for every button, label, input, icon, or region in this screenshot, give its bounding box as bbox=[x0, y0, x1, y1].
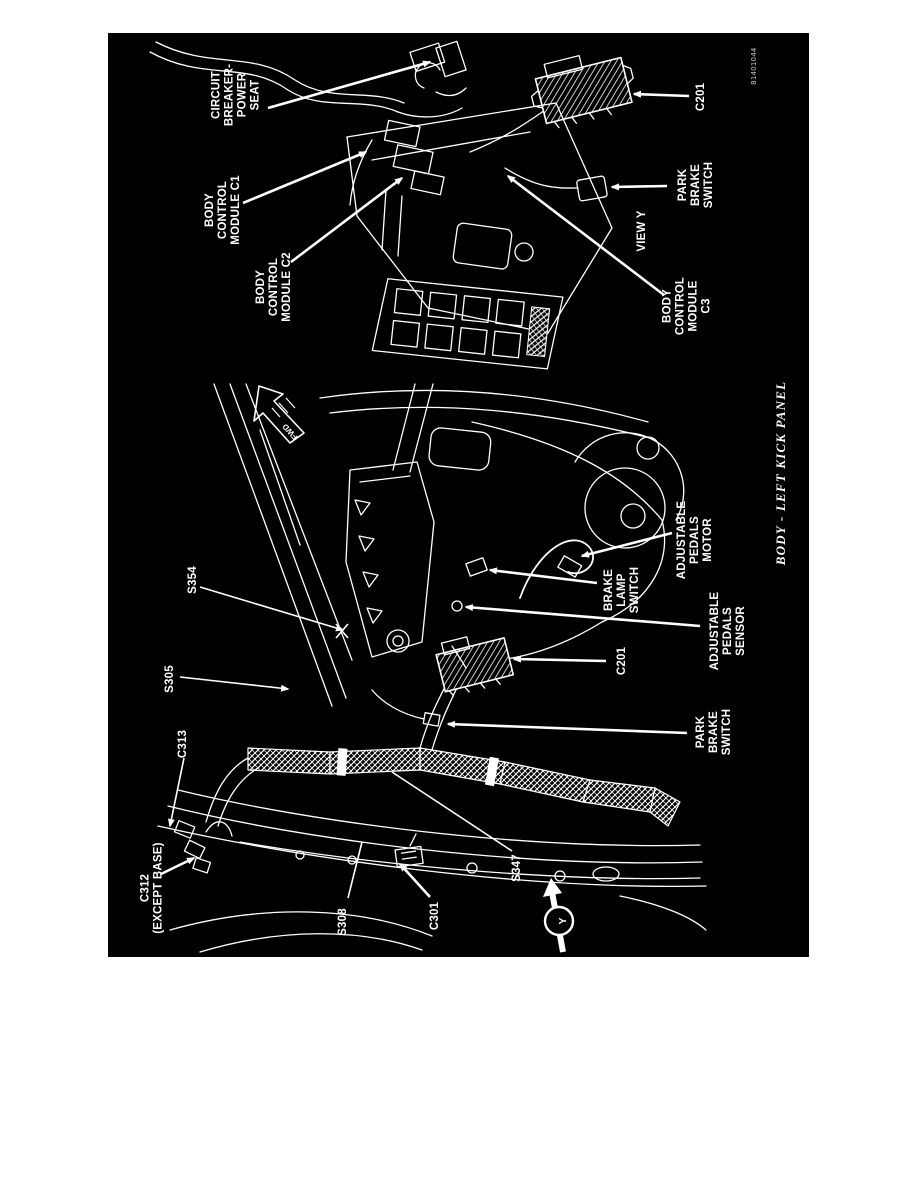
svg-text:CIRCUIT: CIRCUIT bbox=[210, 70, 223, 120]
callout-c301 bbox=[429, 901, 441, 930]
svg-text:C313: C313 bbox=[177, 729, 189, 759]
callout-s305 bbox=[164, 665, 176, 693]
svg-text:CONTROL: CONTROL bbox=[217, 180, 229, 240]
figure-caption bbox=[773, 381, 788, 567]
svg-text:BODY: BODY bbox=[204, 192, 216, 228]
svg-text:MODULE C2: MODULE C2 bbox=[281, 252, 293, 322]
svg-text:POWER: POWER bbox=[236, 72, 249, 118]
callout-brake-lamp-switch bbox=[603, 567, 641, 614]
svg-text:FWD: FWD bbox=[280, 421, 300, 442]
svg-text:MODULE: MODULE bbox=[687, 280, 700, 332]
svg-text:SENSOR: SENSOR bbox=[735, 606, 747, 656]
view-y-label bbox=[636, 210, 648, 251]
callout-s354 bbox=[187, 566, 199, 594]
callout-s308 bbox=[337, 908, 349, 936]
figure-number bbox=[749, 47, 758, 84]
svg-text:SWITCH: SWITCH bbox=[629, 566, 641, 614]
svg-text:BODY - LEFT KICK PANEL: BODY - LEFT KICK PANEL bbox=[773, 380, 788, 566]
svg-text:C201: C201 bbox=[616, 646, 628, 676]
svg-text:CONTROL: CONTROL bbox=[674, 276, 687, 336]
svg-text:SEAT: SEAT bbox=[249, 79, 262, 111]
svg-text:S354: S354 bbox=[187, 566, 199, 594]
svg-text:MODULE C1: MODULE C1 bbox=[230, 175, 242, 245]
svg-text:SWITCH: SWITCH bbox=[721, 708, 733, 756]
callout-c313 bbox=[177, 730, 189, 758]
svg-text:BODY: BODY bbox=[255, 269, 267, 305]
svg-text:BREAKER-: BREAKER- bbox=[223, 63, 236, 127]
svg-text:VIEW Y: VIEW Y bbox=[636, 210, 648, 252]
svg-text:MOTOR: MOTOR bbox=[702, 518, 714, 562]
svg-text:(EXCEPT BASE): (EXCEPT BASE) bbox=[152, 842, 165, 934]
svg-text:LAMP: LAMP bbox=[616, 573, 628, 607]
svg-text:PEDALS: PEDALS bbox=[689, 516, 701, 564]
svg-text:CONTROL: CONTROL bbox=[268, 257, 280, 317]
svg-text:Y: Y bbox=[557, 917, 569, 925]
callout-c201-main bbox=[616, 646, 628, 675]
callout-s347 bbox=[511, 854, 523, 882]
svg-text:S308: S308 bbox=[337, 908, 349, 936]
svg-text:BRAKE: BRAKE bbox=[690, 164, 702, 206]
svg-text:S305: S305 bbox=[164, 665, 176, 693]
svg-text:BRAKE: BRAKE bbox=[708, 711, 720, 753]
callout-c201-top bbox=[695, 82, 707, 111]
svg-text:BODY: BODY bbox=[661, 288, 674, 324]
svg-text:81401044: 81401044 bbox=[749, 47, 758, 85]
svg-text:ADJUSTABLE: ADJUSTABLE bbox=[709, 591, 721, 671]
svg-text:C312: C312 bbox=[139, 873, 152, 903]
svg-text:PARK: PARK bbox=[677, 168, 689, 202]
svg-text:S347: S347 bbox=[511, 854, 523, 882]
svg-text:BRAKE: BRAKE bbox=[603, 569, 615, 611]
svg-text:PEDALS: PEDALS bbox=[722, 607, 734, 655]
svg-text:C3: C3 bbox=[700, 298, 713, 314]
svg-text:C301: C301 bbox=[429, 901, 441, 931]
svg-text:C201: C201 bbox=[695, 82, 707, 112]
svg-text:SWITCH: SWITCH bbox=[703, 161, 715, 209]
svg-text:PARK: PARK bbox=[695, 715, 707, 749]
svg-text:ADJUSTABLE: ADJUSTABLE bbox=[676, 500, 688, 580]
